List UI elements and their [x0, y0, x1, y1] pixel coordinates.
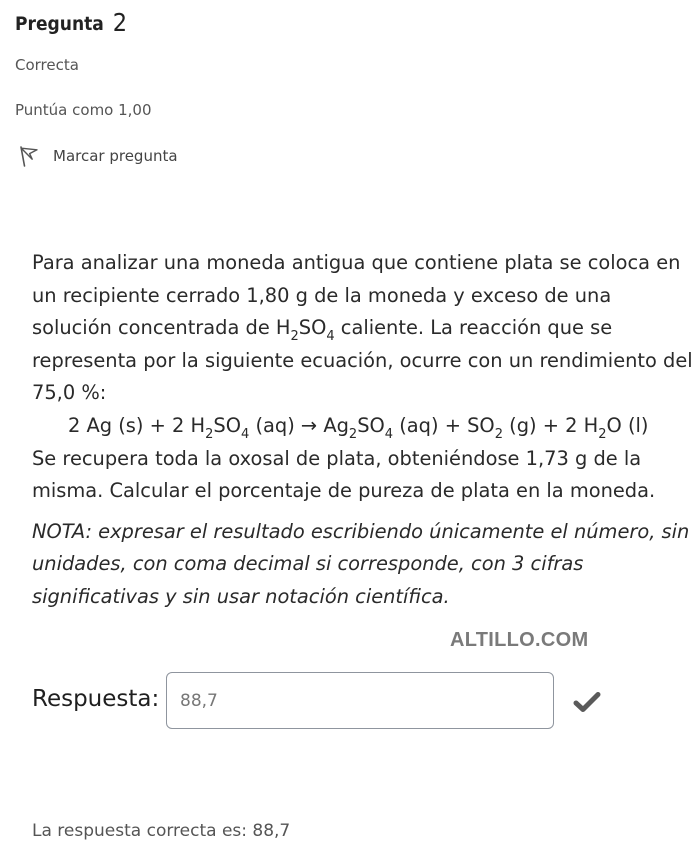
watermark: ALTILLO.COM: [450, 629, 589, 651]
flag-question-label: Marcar pregunta: [53, 147, 178, 165]
question-paragraph-1: Para analizar una moneda antigua que contiene plata se coloca en un recipiente cerrado 1,80 g de la moneda y exceso de una solución concentrada de $H_2SO_4$ caliente. La reacción que se representa por la siguiente ecuación, ocurre con un rendimiento del 75,0 %:: [32, 251, 693, 405]
question-note: NOTA: expresar el resultado escribiendo únicamente el número, sin unidades, con coma decimal si corresponde, con 3 cifras significativas y sin usar notación científica.: [32, 519, 690, 608]
question-text: [32, 247, 697, 614]
question-grade: Puntúa como 1,00: [15, 101, 152, 119]
check-icon: [573, 690, 601, 714]
question-info: [15, 6, 315, 167]
answer-label: Respuesta:: [32, 686, 160, 712]
question-paragraph-2: Se recupera toda la oxosal de plata, obteniéndose 1,73 g de la misma. Calcular el porcentaje de pureza de plata en la moneda.: [32, 446, 656, 503]
flag-icon: [18, 145, 40, 167]
question-state: Correcta: [15, 56, 79, 74]
chemical-equation: 2 Ag (s) + 2 $H_2SO_4$ $(aq) \to Ag_2SO_4$ $(aq) + SO_2$ (g) + 2 $H_2O$ (l): [68, 413, 649, 442]
question-number-heading: [15, 6, 315, 40]
answer-input[interactable]: [166, 672, 554, 729]
question-number: 2: [112, 8, 128, 37]
flag-question-link[interactable]: [15, 145, 315, 167]
question-prefix: Pregunta: [15, 13, 104, 35]
right-answer-feedback: La respuesta correcta es: 88,7: [32, 821, 291, 841]
